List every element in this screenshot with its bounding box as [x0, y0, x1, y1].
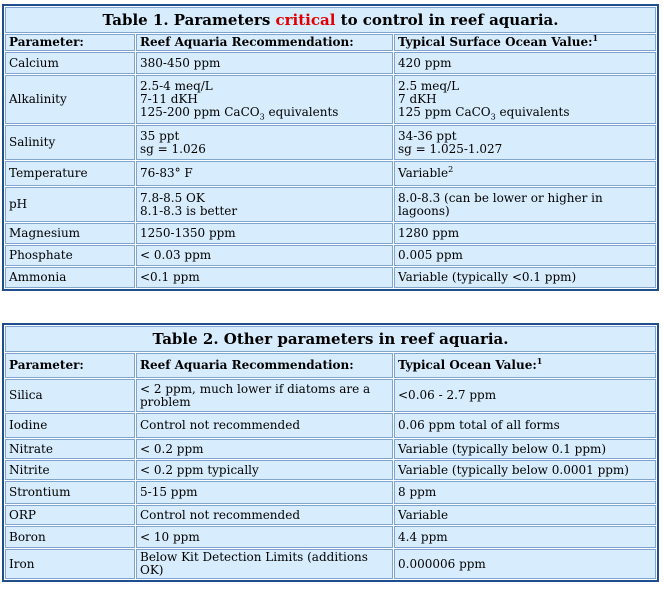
- typ-cell: [394, 379, 656, 412]
- header-recommendation: Reef Aquaria Recommendation:: [136, 353, 393, 378]
- cell-line: < 0.2 ppm: [140, 441, 204, 456]
- cell-line: <0.06 - 2.7 ppm: [398, 388, 497, 402]
- cell-line: 4.4 ppm: [398, 529, 448, 544]
- subscript: 3: [259, 112, 265, 122]
- typ-cell: [394, 187, 656, 222]
- param-cell: Magnesium: [5, 223, 135, 244]
- param-cell: Nitrite: [5, 460, 135, 480]
- cell-line: 0.06 ppm total of all forms: [398, 418, 560, 432]
- footnote-marker: 1: [592, 33, 599, 43]
- cell-line: < 0.2 ppm typically: [140, 462, 259, 477]
- rec-cell: [136, 413, 393, 438]
- cell-line: 0.005 ppm: [398, 248, 463, 262]
- cell-line: 2.5 meq/L: [398, 79, 460, 93]
- table-row: [5, 187, 656, 222]
- typ-cell: [394, 161, 656, 186]
- cell-line: 1280 ppm: [398, 226, 460, 240]
- rec-cell: [136, 549, 393, 579]
- cell-line: 76-83° F: [140, 166, 193, 180]
- table-2: [2, 323, 659, 582]
- cell-line: Variable (typically <0.1 ppm): [398, 270, 577, 284]
- param-cell: Ammonia: [5, 267, 135, 288]
- cell-line: problem: [140, 394, 191, 409]
- typ-cell: [394, 526, 656, 548]
- cell-line: 1250-1350 ppm: [140, 226, 236, 240]
- table-row: [5, 505, 656, 525]
- rec-cell: [136, 161, 393, 186]
- rec-cell: [136, 481, 393, 504]
- rec-cell: [136, 460, 393, 480]
- rec-cell: [136, 223, 393, 244]
- cell-line: <0.1 ppm: [140, 270, 200, 284]
- typ-cell: [394, 505, 656, 525]
- param-cell: Temperature: [5, 161, 135, 186]
- header-parameter: Parameter:: [5, 353, 135, 378]
- table-row: [5, 223, 656, 244]
- table-row: [5, 460, 656, 480]
- header-typical-value: [394, 34, 656, 51]
- typ-cell: [394, 460, 656, 480]
- table-row: [5, 526, 656, 548]
- cell-line: 5-15 ppm: [140, 485, 198, 499]
- typ-cell: [394, 125, 656, 160]
- typ-cell: [394, 439, 656, 459]
- table-row: [5, 413, 656, 438]
- table-row: [5, 439, 656, 459]
- table-1-grid: [4, 6, 657, 289]
- rec-cell: [136, 75, 393, 124]
- param-cell: Strontium: [5, 481, 135, 504]
- header-typical-value-text: Typical Ocean Value:: [398, 358, 537, 372]
- param-cell: Nitrate: [5, 439, 135, 459]
- footnote-marker: 1: [536, 356, 543, 366]
- table-row: [5, 267, 656, 288]
- cell-line: Control not recommended: [140, 507, 300, 522]
- param-cell: Calcium: [5, 52, 135, 74]
- header-typical-value-text: Typical Surface Ocean Value:: [398, 35, 593, 49]
- cell-text: 125-200 ppm CaCO: [140, 105, 260, 119]
- rec-cell: [136, 439, 393, 459]
- header-parameter: Parameter:: [5, 34, 135, 51]
- table-row: [5, 75, 656, 124]
- cell-line: 8 ppm: [398, 485, 437, 499]
- table-2-header-row: [5, 353, 656, 378]
- cell-line: 380-450 ppm: [140, 55, 221, 70]
- rec-cell: [136, 505, 393, 525]
- typ-cell: [394, 267, 656, 288]
- table-1: [2, 4, 659, 291]
- table-row: [5, 52, 656, 74]
- param-cell: Boron: [5, 526, 135, 548]
- cell-line: 34-36 ppt: [398, 128, 457, 143]
- cell-line: sg = 1.026: [140, 141, 206, 156]
- cell-text: Variable: [398, 166, 449, 180]
- rec-cell: [136, 187, 393, 222]
- cell-line: Variable (typically below 0.1 ppm): [398, 441, 607, 456]
- cell-line: 35 ppt: [140, 128, 180, 143]
- typ-cell: [394, 223, 656, 244]
- cell-line: [140, 105, 389, 122]
- table-row: [5, 125, 656, 160]
- cell-text: equivalents: [264, 105, 339, 119]
- subscript: 3: [490, 112, 496, 122]
- table-2-grid: [4, 325, 657, 580]
- cell-line: Variable: [398, 507, 449, 522]
- table-row: [5, 379, 656, 412]
- param-cell: Salinity: [5, 125, 135, 160]
- cell-line: Control not recommended: [140, 418, 300, 432]
- param-cell: ORP: [5, 505, 135, 525]
- cell-line: Below Kit Detection Limits (additions OK): [140, 550, 368, 577]
- rec-cell: [136, 379, 393, 412]
- table-1-title-highlight: critical: [275, 11, 336, 29]
- param-cell: Silica: [5, 379, 135, 412]
- cell-line: < 2 ppm, much lower if diatoms are a: [140, 381, 371, 396]
- cell-line: 0.000006 ppm: [398, 556, 486, 571]
- cell-text: 125 ppm CaCO: [398, 105, 491, 119]
- param-cell: pH: [5, 187, 135, 222]
- cell-line: [398, 105, 652, 122]
- header-typical-value: [394, 353, 656, 378]
- cell-line: 7.8-8.5 OK: [140, 190, 205, 205]
- cell-line: 8.0-8.3 (can be lower or higher in lagoons): [398, 190, 603, 218]
- typ-cell: [394, 245, 656, 266]
- table-row: [5, 161, 656, 186]
- cell-line: sg = 1.025-1.027: [398, 141, 503, 156]
- cell-line: 7-11 dKH: [140, 92, 198, 106]
- table-1-header-row: [5, 34, 656, 51]
- table-1-title-text: Table 1. Parameters: [102, 11, 276, 29]
- typ-cell: [394, 549, 656, 579]
- table-1-title-text-end: to control in reef aquaria.: [335, 11, 559, 29]
- footnote-marker: 2: [448, 165, 454, 174]
- typ-cell: [394, 413, 656, 438]
- table-1-title: [5, 7, 656, 33]
- rec-cell: [136, 526, 393, 548]
- rec-cell: [136, 125, 393, 160]
- param-cell: Alkalinity: [5, 75, 135, 124]
- param-cell: Phosphate: [5, 245, 135, 266]
- cell-line: 2.5-4 meq/L: [140, 79, 213, 93]
- cell-text: equivalents: [495, 105, 570, 119]
- cell-line: Variable (typically below 0.0001 ppm): [398, 462, 629, 477]
- typ-cell: [394, 481, 656, 504]
- cell-line: < 0.03 ppm: [140, 248, 212, 262]
- cell-line: 8.1-8.3 is better: [140, 203, 238, 218]
- header-recommendation: Reef Aquaria Recommendation:: [136, 34, 393, 51]
- table-row: [5, 481, 656, 504]
- typ-cell: [394, 75, 656, 124]
- typ-cell: [394, 52, 656, 74]
- table-2-title: Table 2. Other parameters in reef aquaria.: [5, 326, 656, 352]
- table-row: [5, 245, 656, 266]
- table-row: [5, 549, 656, 579]
- rec-cell: [136, 52, 393, 74]
- rec-cell: [136, 267, 393, 288]
- cell-line: 7 dKH: [398, 92, 437, 106]
- param-cell: Iron: [5, 549, 135, 579]
- cell-line: 420 ppm: [398, 55, 452, 70]
- rec-cell: [136, 245, 393, 266]
- cell-line: < 10 ppm: [140, 529, 200, 544]
- param-cell: Iodine: [5, 413, 135, 438]
